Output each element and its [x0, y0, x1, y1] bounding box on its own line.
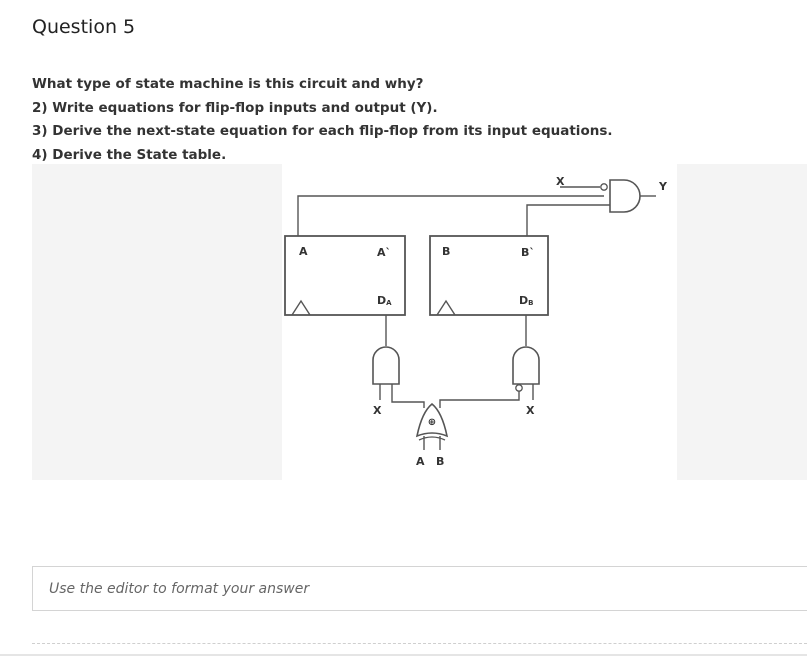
and-gate-b: [513, 347, 539, 391]
label-x-right: X: [526, 404, 535, 417]
label-ff-b-qbar: B`: [521, 246, 535, 259]
label-ff-a-d: DA: [377, 294, 392, 307]
question-title: Question 5: [32, 16, 136, 38]
answer-editor[interactable]: [32, 566, 807, 611]
label-ff-a-q: A: [299, 245, 308, 258]
label-ff-b-d: DB: [519, 294, 534, 307]
image-background-right: [677, 164, 807, 480]
label-ff-a-qbar: A`: [377, 246, 392, 259]
label-x-top: X: [556, 175, 565, 188]
question-item: 2) Write equations for flip-flop inputs and output (Y).: [32, 99, 438, 116]
label-xor-input-b: B: [436, 455, 445, 468]
label-xor-symbol: ⊕: [427, 417, 437, 428]
question-item: 3) Derive the next-state equation for each flip-flop from its input equations.: [32, 123, 613, 139]
answer-placeholder: Use the editor to format your answer: [49, 581, 310, 597]
label-ff-b-q: B: [442, 245, 451, 258]
label-x-left: X: [373, 404, 382, 417]
image-background-left: [32, 164, 282, 480]
question-list: [32, 73, 613, 167]
label-xor-input-a: A: [416, 455, 425, 468]
circuit-diagram: [282, 164, 677, 480]
divider: [32, 643, 807, 644]
label-y-output: Y: [659, 180, 667, 193]
and-gate-a: [373, 347, 399, 384]
question-item: 4) Derive the State table.: [32, 146, 227, 163]
question-item: What type of state machine is this circuit and why?: [32, 76, 424, 92]
